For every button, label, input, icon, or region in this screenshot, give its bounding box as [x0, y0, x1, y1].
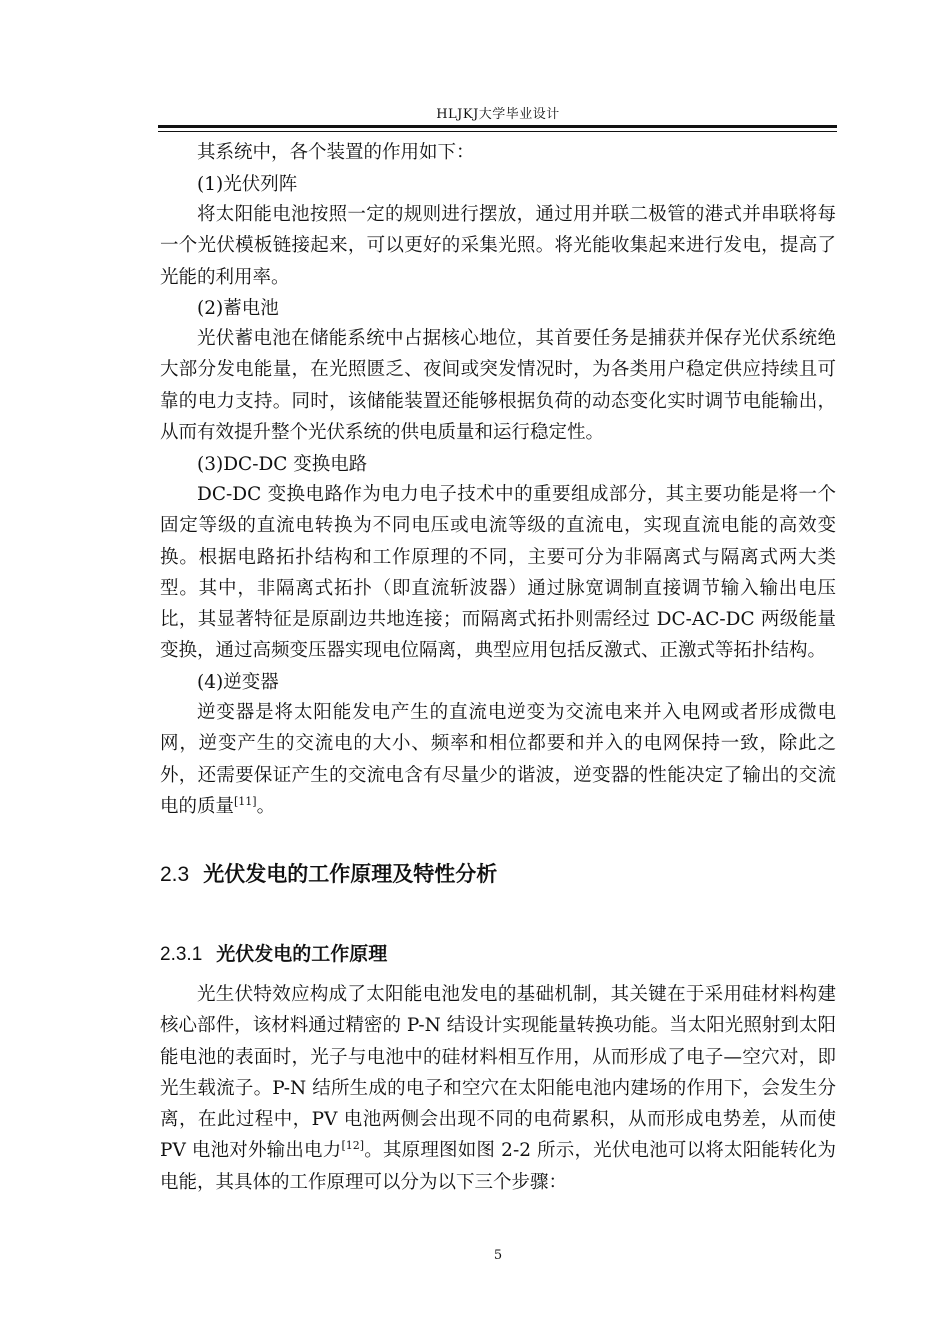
- citation-11: [11]: [234, 794, 257, 808]
- header-rule-thick: [158, 125, 837, 128]
- page-header: HLJKJ大学毕业设计: [436, 107, 560, 122]
- citation-12: [12]: [341, 1139, 365, 1153]
- subsection-heading: [160, 939, 387, 966]
- item3-paragraph: DC-DC 变换电路作为电力电子技术中的重要组成部分，其主要功能是将一个固定等级的直流电转换为不同电压或电流等级的直流电，实现直流电能的高效变换。根据电路拓扑结构和工作原理的不同，主要可分为非隔离式与隔离式两大类型。其中，非隔离式拓扑（即直流斩波器）通过脉宽调制直接调节输入输出电压比，其显著特征是原副边共地连接；而隔离式拓扑则需经过 DC-AC-DC 两级能量变换，通过高频变压器实现电位隔离，典型应用包括反激式、正激式等拓扑结构。: [160, 484, 836, 662]
- principle-text-a: 光生伏特效应构成了太阳能电池发电的基础机制，其关键在于采用硅材料构建核心部件，该材料通过精密的 P-N 结设计实现能量转换功能。当太阳光照射到太阳能电池的表面时，光子与电池中的硅材料相互作用，从而形成了电子—空穴对，即光生载流子。P-N 结所生成的电子和空穴在太阳能电池内建场的作用下，会发生分离，在此过程中，PV 电池两侧会出现不同的电荷累积，从而形成电势差，从而使 PV 电池对外输出电力: [160, 984, 836, 1162]
- item4-text: 逆变器是将太阳能发电产生的直流电逆变为交流电来并入电网或者形成微电网，逆变产生的交流电的大小、频率和相位都要和并入的电网保持一致，除此之外，还需要保证产生的交流电含有尽量少的谐波，逆变器的性能决定了输出的交流电的质量: [160, 702, 836, 817]
- intro-line: 其系统中，各个装置的作用如下：: [197, 142, 475, 163]
- item4-title: (4)逆变器: [197, 672, 279, 693]
- principle-paragraph: [160, 979, 836, 1198]
- subsection-number: 2.3.1: [160, 944, 203, 965]
- section-heading: [160, 858, 497, 888]
- section-number: 2.3: [160, 863, 190, 886]
- item4-paragraph: [160, 697, 836, 822]
- item3-title: (3)DC-DC 变换电路: [197, 454, 368, 475]
- item1-paragraph: 将太阳能电池按照一定的规则进行摆放，通过用并联二极管的港式并串联将每一个光伏模板链接起来，可以更好的采集光照。将光能收集起来进行发电，提高了光能的利用率。: [160, 204, 836, 288]
- section-title: 光伏发电的工作原理及特性分析: [203, 862, 498, 886]
- header-rule-thin: [158, 131, 837, 132]
- principle-text-b: 。其原理图如图 2-2 所示，光伏电池可以将太阳能转化为电能，其具体的工作原理可以分为以下三个步骤：: [160, 1140, 836, 1193]
- item2-title: (2)蓄电池: [197, 298, 279, 319]
- subsection-title: 光伏发电的工作原理: [216, 943, 388, 965]
- item1-title: (1)光伏列阵: [197, 174, 298, 195]
- item4-end: 。: [256, 795, 276, 817]
- item2-paragraph: 光伏蓄电池在储能系统中占据核心地位，其首要任务是捕获并保存光伏系统绝大部分发电能量，在光照匮乏、夜间或突发情况时，为各类用户稳定供应持续且可靠的电力支持。同时，该储能装置还能够根据负荷的动态变化实时调节电能输出，从而有效提升整个光伏系统的供电质量和运行稳定性。: [160, 328, 836, 443]
- page-number: 5: [493, 1248, 503, 1263]
